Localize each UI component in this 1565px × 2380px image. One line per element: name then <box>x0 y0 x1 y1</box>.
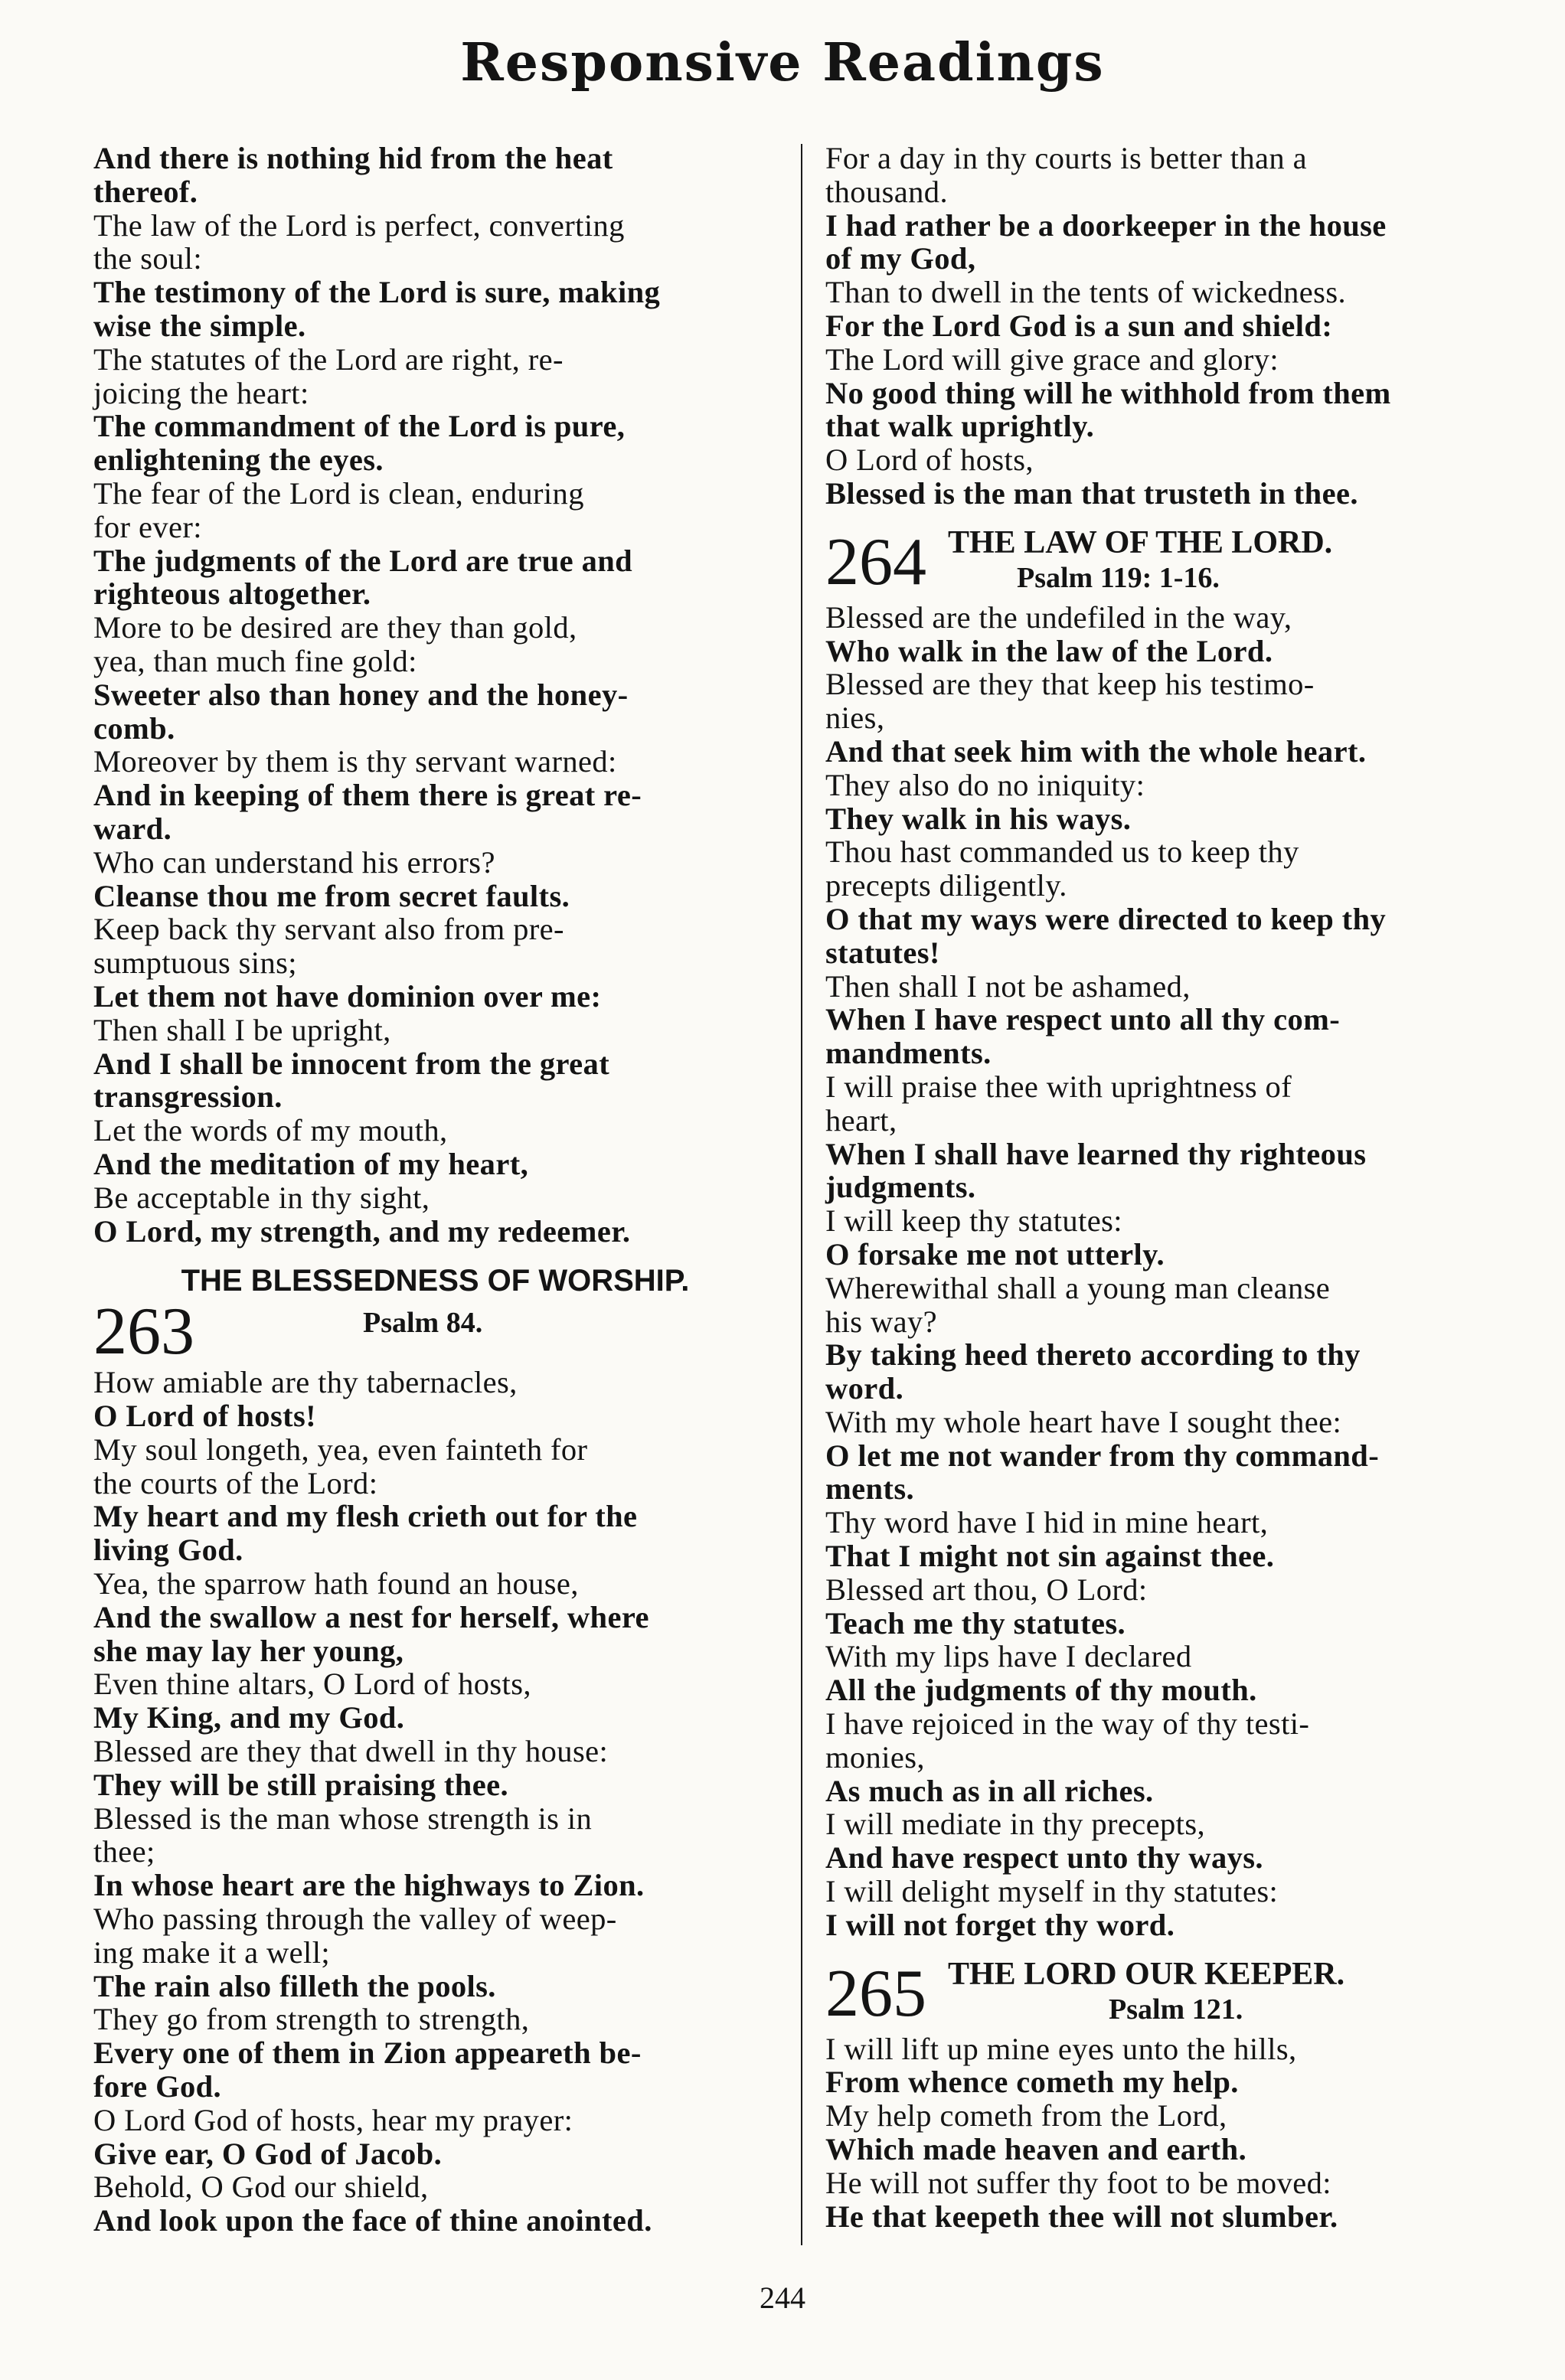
response-line: word. <box>825 1371 904 1406</box>
continued-reading <box>825 142 1509 511</box>
reader-line: I will delight myself in thy statutes: <box>825 1874 1279 1909</box>
reader-line: Moreover by them is thy servant warned: <box>93 744 617 779</box>
reader-line: the courts of the Lord: <box>93 1465 378 1500</box>
response-line: In whose heart are the highways to Zion. <box>93 1868 645 1903</box>
reader-line: The law of the Lord is perfect, converting <box>93 207 625 243</box>
reader-line: Who passing through the valley of weep- <box>93 1902 617 1937</box>
reader-line: monies, <box>825 1739 925 1774</box>
reader-line: O Lord God of hosts, hear my prayer: <box>93 2102 573 2137</box>
reader-line: the soul: <box>93 241 202 276</box>
response-line: wise the simple. <box>93 308 306 343</box>
reader-line: O Lord of hosts, <box>825 442 1034 478</box>
reader-line: Thou hast commanded us to keep thy <box>825 834 1299 870</box>
response-line: enlightening the eyes. <box>93 442 384 478</box>
response-line: Give ear, O God of Jacob. <box>93 2136 443 2171</box>
continued-reading <box>93 142 777 1248</box>
page-title: Responsive Readings <box>460 32 1105 93</box>
reader-line: The Lord will give grace and glory: <box>825 341 1279 377</box>
reading-265-reference: Psalm 121. <box>1109 1993 1243 2026</box>
reader-line: Than to dwell in the tents of wickedness. <box>825 275 1347 310</box>
reader-line: More to be desired are they than gold, <box>93 610 577 645</box>
response-line: Cleanse thou me from secret faults. <box>93 878 570 913</box>
reader-line: Blessed are the undefiled in the way, <box>825 599 1292 635</box>
reader-line: his way? <box>825 1304 938 1339</box>
response-line: O that my ways were directed to keep thy <box>825 901 1387 936</box>
reader-line: joicing the heart: <box>93 375 309 410</box>
reader-line: Blessed are they that dwell in thy house: <box>93 1734 609 1769</box>
reader-line: How amiable are thy tabernacles, <box>93 1365 518 1400</box>
reader-line: Blessed is the man whose strength is in <box>93 1801 593 1836</box>
left-column <box>93 142 777 2238</box>
response-line: Let them not have dominion over me: <box>93 978 602 1014</box>
response-line: I had rather be a doorkeeper in the house <box>825 207 1387 243</box>
reading-265-text <box>825 2032 1509 2234</box>
reading-264-header <box>825 524 1509 601</box>
reading-263-text <box>93 1366 777 2238</box>
response-line: righteous altogether. <box>93 576 371 612</box>
reader-line: The fear of the Lord is clean, enduring <box>93 475 584 511</box>
reading-264-reference: Psalm 119: 1-16. <box>1017 561 1220 594</box>
response-line: When I have respect unto all thy com- <box>825 1002 1341 1037</box>
response-line: ward. <box>93 811 172 846</box>
response-line: mandments. <box>825 1036 992 1071</box>
response-line: she may lay her young, <box>93 1633 404 1668</box>
response-line: statutes! <box>825 935 940 970</box>
reader-line: They also do no iniquity: <box>825 767 1145 802</box>
response-line: They walk in his ways. <box>825 801 1132 836</box>
reader-line: With my lips have I declared <box>825 1639 1192 1674</box>
reader-line: ing make it a well; <box>93 1934 331 1970</box>
response-line: The rain also filleth the pools. <box>93 1968 496 2003</box>
response-line: Blessed is the man that trusteth in thee. <box>825 475 1358 511</box>
reader-line: For a day in thy courts is better than a <box>825 141 1307 175</box>
response-line: And there is nothing hid from the heat <box>93 141 613 175</box>
reader-line: Then shall I be upright, <box>93 1012 391 1047</box>
response-line: He that keepeth thee will not slumber. <box>825 2199 1338 2234</box>
reading-264-title: THE LAW OF THE LORD. <box>948 524 1333 560</box>
response-line: Sweeter also than honey and the honey- <box>93 677 629 712</box>
reader-line: sumptuous sins; <box>93 945 297 981</box>
reader-line: Behold, O God our shield, <box>93 2169 429 2205</box>
response-line: that walk uprightly. <box>825 409 1095 444</box>
reader-line: for ever: <box>93 509 202 544</box>
reader-line: My soul longeth, yea, even fainteth for <box>93 1432 588 1467</box>
reader-line: Blessed are they that keep his testimo- <box>825 667 1315 702</box>
reader-line: With my whole heart have I sought thee: <box>825 1404 1342 1439</box>
response-line: No good thing will he withhold from them <box>825 375 1391 410</box>
reader-line: heart, <box>825 1102 897 1138</box>
response-line: The testimony of the Lord is sure, making <box>93 275 661 310</box>
column-divider <box>801 144 802 2245</box>
reading-263-reference: Psalm 84. <box>363 1307 483 1340</box>
response-line: As much as in all riches. <box>825 1773 1154 1808</box>
response-line: O forsake me not utterly. <box>825 1236 1165 1272</box>
response-line: And in keeping of them there is great re- <box>93 778 642 813</box>
response-line: Every one of them in Zion appeareth be- <box>93 2036 642 2071</box>
page-number: 244 <box>760 2280 805 2315</box>
response-line: ments. <box>825 1471 915 1507</box>
reader-line: Keep back thy servant also from pre- <box>93 912 564 947</box>
reader-line: thee; <box>93 1834 155 1869</box>
reader-line: nies, <box>825 700 885 736</box>
response-line: living God. <box>93 1533 243 1568</box>
response-line: For the Lord God is a sun and shield: <box>825 308 1333 343</box>
reader-line: Who can understand his errors? <box>93 844 495 880</box>
reader-line: I have rejoiced in the way of thy testi- <box>825 1706 1310 1742</box>
response-line: That I might not sin against thee. <box>825 1539 1275 1574</box>
response-line: transgression. <box>93 1079 283 1115</box>
reader-line: Wherewithal shall a young man cleanse <box>825 1270 1331 1305</box>
reading-264-number: 264 <box>825 524 926 599</box>
response-line: comb. <box>93 710 175 746</box>
reader-line: I will lift up mine eyes unto the hills, <box>825 2031 1297 2066</box>
response-line: And the swallow a nest for herself, where <box>93 1599 649 1634</box>
reader-line: thousand. <box>825 174 948 209</box>
reader-line: Even thine altars, O Lord of hosts, <box>93 1667 531 1702</box>
reader-line: He will not suffer thy foot to be moved: <box>825 2165 1331 2200</box>
reader-line: Yea, the sparrow hath found an house, <box>93 1566 579 1601</box>
reading-264-text <box>825 601 1509 1942</box>
response-line: From whence cometh my help. <box>825 2065 1239 2100</box>
reading-263-header <box>93 1260 777 1370</box>
reading-265-number: 265 <box>825 1956 926 2031</box>
reader-line: My help cometh from the Lord, <box>825 2098 1227 2134</box>
response-line: And that seek him with the whole heart. <box>825 733 1367 769</box>
response-line: Which made heaven and earth. <box>825 2132 1247 2167</box>
reader-line: Then shall I not be ashamed, <box>825 968 1191 1004</box>
response-line: And have respect unto thy ways. <box>825 1840 1263 1876</box>
response-line: The judgments of the Lord are true and <box>93 543 633 578</box>
reader-line: Blessed art thou, O Lord: <box>825 1572 1148 1607</box>
response-line: Teach me thy statutes. <box>825 1605 1126 1641</box>
reader-line: precepts diligently. <box>825 868 1067 903</box>
reader-line: I will praise thee with uprightness of <box>825 1069 1292 1104</box>
response-line: Who walk in the law of the Lord. <box>825 633 1273 668</box>
response-line: They will be still praising thee. <box>93 1767 508 1802</box>
reader-line: yea, than much fine gold: <box>93 643 417 678</box>
response-line: My heart and my flesh crieth out for the <box>93 1499 638 1534</box>
response-line: thereof. <box>93 174 198 209</box>
response-line: And look upon the face of thine anointed. <box>93 2203 652 2238</box>
reader-line: The statutes of the Lord are right, re- <box>93 341 564 377</box>
reader-line: Be acceptable in thy sight, <box>93 1180 430 1215</box>
reading-265-header <box>825 1956 1509 2032</box>
response-line: All the judgments of thy mouth. <box>825 1673 1257 1708</box>
response-line: O Lord, my strength, and my redeemer. <box>93 1213 631 1249</box>
response-line: I will not forget thy word. <box>825 1907 1175 1942</box>
response-line: By taking heed thereto according to thy <box>825 1337 1361 1373</box>
response-line: And the meditation of my heart, <box>93 1146 529 1181</box>
response-line: judgments. <box>825 1170 976 1205</box>
right-column <box>825 142 1509 2233</box>
response-line: O let me not wander from thy command- <box>825 1438 1380 1473</box>
response-line: When I shall have learned thy righteous <box>825 1136 1367 1171</box>
reader-line: They go from strength to strength, <box>93 2002 530 2037</box>
reading-263-number: 263 <box>93 1294 194 1370</box>
response-line: The commandment of the Lord is pure, <box>93 409 626 444</box>
reader-line: I will keep thy statutes: <box>825 1203 1122 1239</box>
response-line: O Lord of hosts! <box>93 1399 317 1434</box>
response-line: fore God. <box>93 2069 222 2104</box>
response-line: And I shall be innocent from the great <box>93 1046 610 1081</box>
reader-line: Let the words of my mouth, <box>93 1113 448 1148</box>
reader-line: I will mediate in thy precepts, <box>825 1807 1206 1842</box>
reading-265-title: THE LORD OUR KEEPER. <box>948 1956 1345 1992</box>
response-line: of my God, <box>825 241 976 276</box>
reader-line: Thy word have I hid in mine heart, <box>825 1505 1269 1540</box>
reading-263-title: THE BLESSEDNESS OF WORSHIP. <box>181 1264 690 1298</box>
response-line: My King, and my God. <box>93 1700 405 1735</box>
